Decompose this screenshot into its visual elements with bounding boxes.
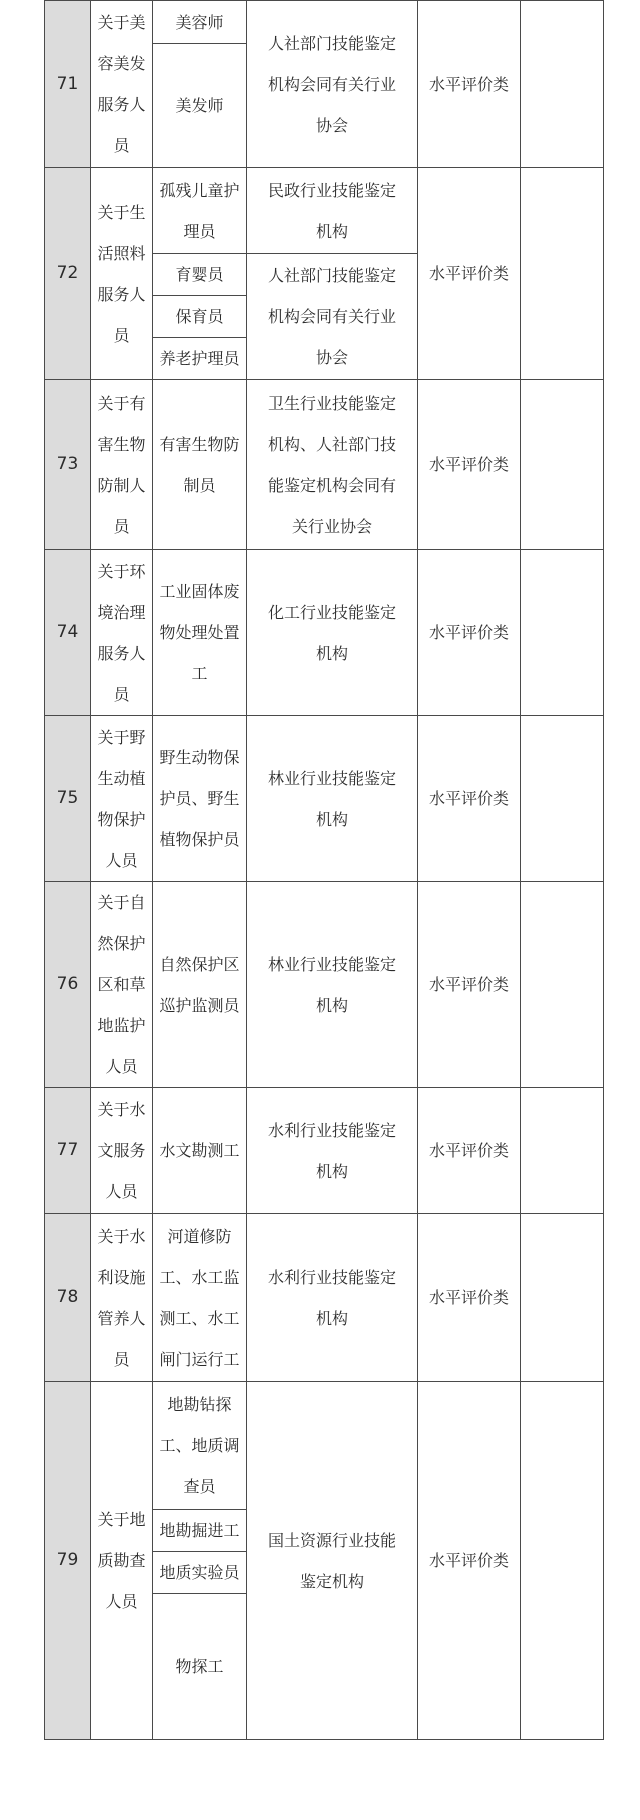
empty-cell [521,380,604,550]
job-title: 自然保护区巡护监测员 [153,882,247,1088]
occupation-category: 关于美容美发服务人员 [91,1,153,168]
row-number: 71 [45,1,91,168]
job-title: 美容师 [153,1,247,44]
appraisal-organization: 人社部门技能鉴定机构会同有关行业协会 [247,1,418,168]
occupation-category: 关于环境治理服务人员 [91,550,153,716]
occupation-category: 关于地质勘查人员 [91,1382,153,1740]
empty-cell [521,1382,604,1740]
evaluation-type: 水平评价类 [418,380,521,550]
appraisal-organization: 林业行业技能鉴定机构 [247,716,418,882]
evaluation-type: 水平评价类 [418,1382,521,1740]
row-number: 76 [45,882,91,1088]
evaluation-type: 水平评价类 [418,550,521,716]
appraisal-organization: 国土资源行业技能鉴定机构 [247,1382,418,1740]
job-title: 工业固体废物处理处置工 [153,550,247,716]
empty-cell [521,882,604,1088]
evaluation-type: 水平评价类 [418,168,521,380]
job-title: 保育员 [153,296,247,338]
table-row-76 [45,882,604,1088]
job-title: 水文勘测工 [153,1088,247,1214]
occupation-category: 关于野生动植物保护人员 [91,716,153,882]
empty-cell [521,1,604,168]
job-title: 地勘钻探工、地质调查员 [153,1382,247,1510]
job-title: 野生动物保护员、野生植物保护员 [153,716,247,882]
row-number: 77 [45,1088,91,1214]
row-number: 73 [45,380,91,550]
appraisal-organization: 化工行业技能鉴定机构 [247,550,418,716]
job-title: 孤残儿童护理员 [153,168,247,254]
empty-cell [521,716,604,882]
occupation-category: 关于水利设施管养人员 [91,1214,153,1382]
table-row-77 [45,1088,604,1214]
table-row-72 [45,168,604,254]
evaluation-type: 水平评价类 [418,716,521,882]
appraisal-organization: 林业行业技能鉴定机构 [247,882,418,1088]
job-title: 美发师 [153,44,247,168]
job-title: 地质实验员 [153,1552,247,1594]
table-row-74 [45,550,604,716]
empty-cell [521,1214,604,1382]
occupation-category: 关于水文服务人员 [91,1088,153,1214]
row-number: 74 [45,550,91,716]
evaluation-type: 水平评价类 [418,882,521,1088]
occupation-category: 关于有害生物防制人员 [91,380,153,550]
evaluation-type: 水平评价类 [418,1,521,168]
empty-cell [521,1088,604,1214]
appraisal-organization: 水利行业技能鉴定机构 [247,1088,418,1214]
appraisal-organization: 民政行业技能鉴定机构 [247,168,418,254]
table-row-75 [45,716,604,882]
row-number: 78 [45,1214,91,1382]
row-number: 72 [45,168,91,380]
appraisal-organization: 人社部门技能鉴定机构会同有关行业协会 [247,254,418,380]
row-number: 75 [45,716,91,882]
job-title: 有害生物防制员 [153,380,247,550]
job-title: 物探工 [153,1594,247,1740]
qualification-table [44,0,603,1740]
table-row-73 [45,380,604,550]
occupation-category: 关于自然保护区和草地监护人员 [91,882,153,1088]
table-row-71 [45,1,604,44]
empty-cell [521,168,604,380]
evaluation-type: 水平评价类 [418,1214,521,1382]
appraisal-organization: 卫生行业技能鉴定机构、人社部门技能鉴定机构会同有关行业协会 [247,380,418,550]
job-title: 养老护理员 [153,338,247,380]
job-title: 地勘掘进工 [153,1510,247,1552]
row-number: 79 [45,1382,91,1740]
occupation-category: 关于生活照料服务人员 [91,168,153,380]
appraisal-organization: 水利行业技能鉴定机构 [247,1214,418,1382]
empty-cell [521,550,604,716]
job-title: 育婴员 [153,254,247,296]
table-row-79 [45,1382,604,1510]
evaluation-type: 水平评价类 [418,1088,521,1214]
table-row-78 [45,1214,604,1382]
job-title: 河道修防工、水工监测工、水工闸门运行工 [153,1214,247,1382]
